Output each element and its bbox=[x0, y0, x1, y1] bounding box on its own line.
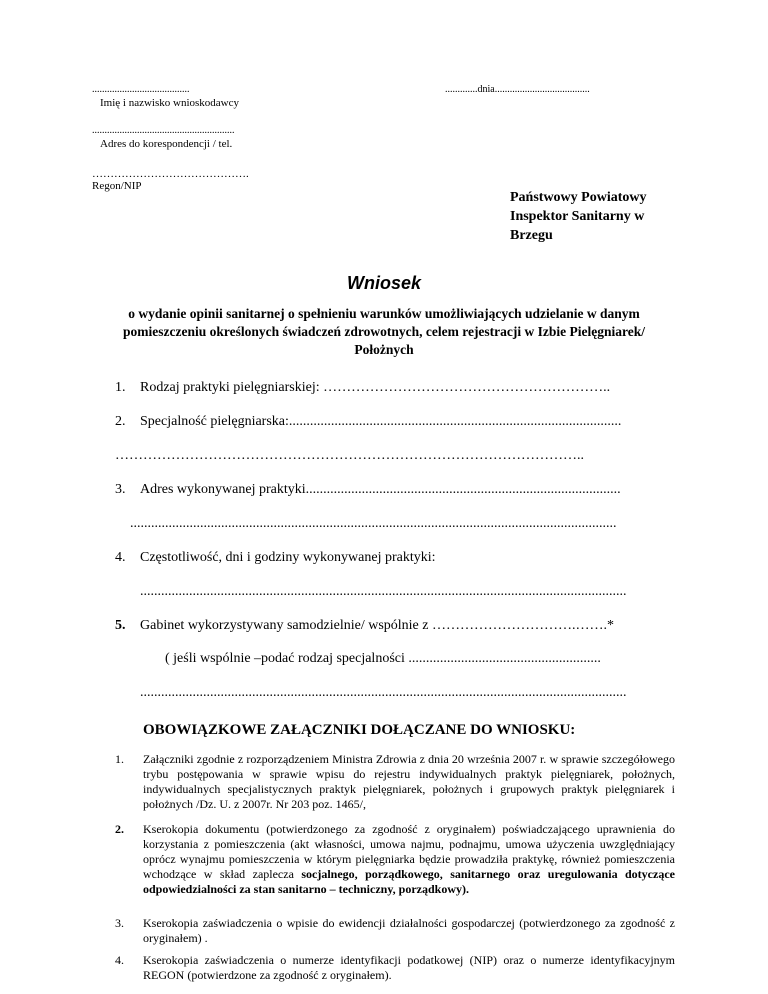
fill-line-office: ........................................................................................................................................... bbox=[140, 685, 627, 700]
date-dots: .............dnia...................................... bbox=[445, 84, 590, 95]
attachment-item-3 bbox=[115, 916, 675, 946]
attachment-item-1 bbox=[115, 752, 675, 812]
field-text: Specjalność pielęgniarska:............................................................................................... bbox=[140, 414, 622, 429]
field-text: Gabinet wykorzystywany samodzielnie/ wspólnie z ………………………….…….* bbox=[140, 618, 614, 633]
field-number: 1. bbox=[115, 380, 126, 395]
field-number: 4. bbox=[115, 550, 126, 565]
attachment-item-2 bbox=[115, 822, 675, 897]
addressee-line-2: Inspektor Sanitarny w bbox=[510, 209, 645, 224]
attachment-text: Kserokopia dokumentu (potwierdzonego za zgodność z oryginałem) poświadczającego uprawnienia do korzystania z pomieszczenia (akt własności, umowa najmu, podnajmu, umowa użyczenia uwzględniający oprócz wynajmu pomieszczenia w którym pielęgniarka będzie prowadziła praktykę, również pomieszczenia wchodzące w skład zaplecza bbox=[143, 822, 675, 881]
fill-line-frequency: ........................................................................................................................................... bbox=[140, 584, 627, 599]
regon-label: Regon/NIP bbox=[92, 180, 142, 192]
attachment-number: 2. bbox=[115, 822, 124, 836]
fill-line-address: ........................................................................................................................................... bbox=[130, 516, 617, 531]
field-practice-type bbox=[115, 380, 610, 396]
fill-line-specialty: ……………………………………………………………………………………….. bbox=[115, 448, 584, 463]
addressee-line-1: Państwowy Powiatowy bbox=[510, 190, 647, 205]
attachment-text-bold: socjalnego, porządkowego, sanitarnego oraz uregulowania dotyczące odpowiedzialności za stan sanitarno – techniczny, porządkowy). bbox=[143, 867, 675, 896]
name-label: Imię i nazwisko wnioskodawcy bbox=[100, 97, 239, 109]
attachments-heading: OBOWIĄZKOWE ZAŁĄCZNIKI DOŁĄCZANE DO WNIOSKU: bbox=[143, 722, 576, 738]
address-label: Adres do korespondencji / tel. bbox=[100, 138, 233, 150]
field-text: Częstotliwość, dni i godziny wykonywanej praktyki: bbox=[140, 550, 436, 565]
address-dots: ......................................................... bbox=[92, 125, 235, 136]
document-title: Wniosek bbox=[346, 273, 421, 293]
field-text: Adres wykonywanej praktyki.......................................................................................... bbox=[140, 482, 621, 497]
field-practice-address bbox=[115, 482, 621, 498]
attachment-text: Załączniki zgodnie z rozporządzeniem Ministra Zdrowia z dnia 20 września 2007 r. w sprawie szczegółowego trybu postępowania w sprawie wpisu do rejestru indywidualnych praktyk pielęgniarek, położnych, indywidualnych specjalistycznych praktyk pielęgniarek, położnych i grupowych praktyk pielęgniarek i położnych /Dz. U. z 2007r. Nr 203 poz. 1465/, bbox=[143, 752, 675, 811]
attachment-number: 4. bbox=[115, 953, 124, 967]
field-office bbox=[115, 618, 614, 634]
field-number: 2. bbox=[115, 414, 126, 429]
field-number: 3. bbox=[115, 482, 126, 497]
field-text: Rodzaj praktyki pielęgniarskiej: …………………………………………………….. bbox=[140, 380, 611, 395]
field-office-note: ( jeśli wspólnie –podać rodzaj specjalności ....................................................... bbox=[165, 651, 601, 666]
attachment-item-4 bbox=[115, 953, 675, 983]
attachment-text: Kserokopia zaświadczenia o wpisie do ewidencji działalności gospodarczej (potwierdzonego za zgodność z oryginałem) . bbox=[143, 916, 675, 945]
field-frequency bbox=[115, 550, 436, 566]
field-specialty bbox=[115, 414, 621, 430]
attachment-number: 3. bbox=[115, 916, 124, 930]
attachment-number: 1. bbox=[115, 752, 124, 766]
name-dots: ....................................... bbox=[92, 84, 190, 95]
addressee-block bbox=[510, 188, 710, 245]
document-subtitle: o wydanie opinii sanitarnej o spełnieniu warunków umożliwiających udzielanie w danym pomieszczeniu określonych świadczeń zdrowotnych, celem rejestracji w Izbie Pielęgniarek/ Położnych bbox=[122, 306, 646, 357]
addressee-line-3: Brzegu bbox=[510, 228, 553, 243]
regon-dots: ……………………………………. bbox=[92, 168, 249, 180]
attachment-text: Kserokopia zaświadczenia o numerze identyfikacji podatkowej (NIP) oraz o numerze identyfikacyjnym REGON (potwierdzone za zgodność z oryginałem). bbox=[143, 953, 675, 982]
field-number: 5. bbox=[115, 618, 126, 633]
